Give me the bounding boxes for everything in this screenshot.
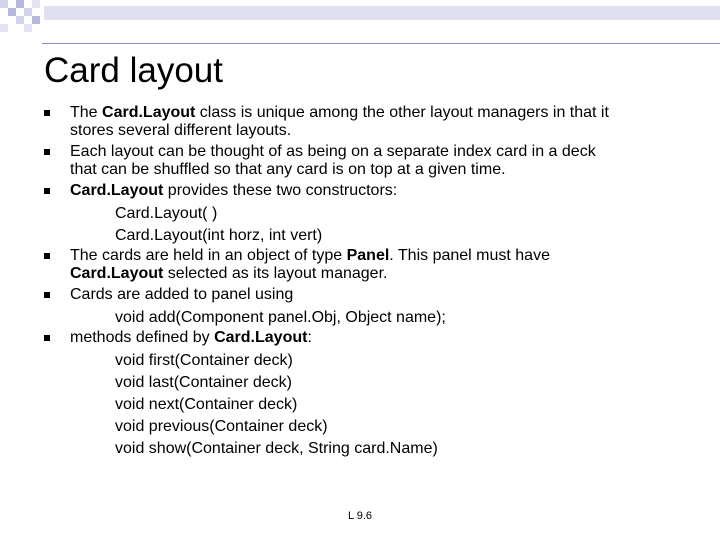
text-run: provides these two constructors: [163,182,398,199]
bold-term: Panel [346,247,390,264]
bullet-line [70,161,700,179]
bullet-text [70,143,700,182]
bold-term: Card.Layout [102,104,196,121]
bullet-line [70,104,700,122]
bullet-item [0,182,720,247]
bullet-square-icon [44,149,50,155]
code-line: void last(Container deck) [115,374,292,391]
text-run: Each layout can be thought of as being on a separate index card in a deck [70,143,596,160]
text-run: Cards are added to panel using [70,286,294,303]
code-line: Card.Layout(int horz, int vert) [115,227,323,244]
bullet-item [0,104,720,143]
text-run: that can be shuffled so that any card is on top at a given time. [70,161,506,178]
bullet-item [0,286,720,329]
bullet-text [70,247,700,286]
bullet-text [70,104,700,143]
bullet-line [70,247,700,265]
slide-body [0,104,720,460]
bullet-item [0,143,720,182]
bullet-line [70,143,700,161]
bullet-square-icon [44,188,50,194]
text-run: methods defined by [70,329,215,346]
text-run: : [307,329,312,346]
text-run: The cards are held in an object of type [70,247,347,264]
bullet-item [0,329,720,460]
bullet-line [70,329,700,347]
bold-term: Card.Layout [214,329,308,346]
bold-term: Card.Layout [70,182,164,199]
bullet-square-icon [44,110,50,116]
bullet-line [70,265,700,283]
text-run: . This panel must have [389,247,550,264]
title-rule [42,43,720,44]
bullet-text [70,182,700,203]
text-run: selected as its layout manager. [163,265,388,282]
bullet-line [70,286,700,304]
bullet-square-icon [44,292,50,298]
bullet-line [70,182,700,200]
code-line: void next(Container deck) [115,396,298,413]
code-line: Card.Layout( ) [115,205,218,222]
bullet-text [70,329,700,350]
text-run: The [70,104,103,121]
slide-footer: L 9.6 [347,510,373,522]
text-run: stores several different layouts. [70,122,292,139]
bullet-square-icon [44,253,50,259]
bullet-text [70,286,700,307]
code-line: void previous(Container deck) [115,418,328,435]
bullet-square-icon [44,335,50,341]
code-line: void show(Container deck, String card.Name) [115,440,438,457]
bullet-line [70,122,700,140]
slide-title: Card layout [44,51,223,90]
code-line: void add(Component panel.Obj, Object name); [115,309,446,326]
bullet-item [0,247,720,286]
text-run: class is unique among the other layout managers in that it [195,104,609,121]
bold-term: Card.Layout [70,265,164,282]
code-line: void first(Container deck) [115,352,293,369]
